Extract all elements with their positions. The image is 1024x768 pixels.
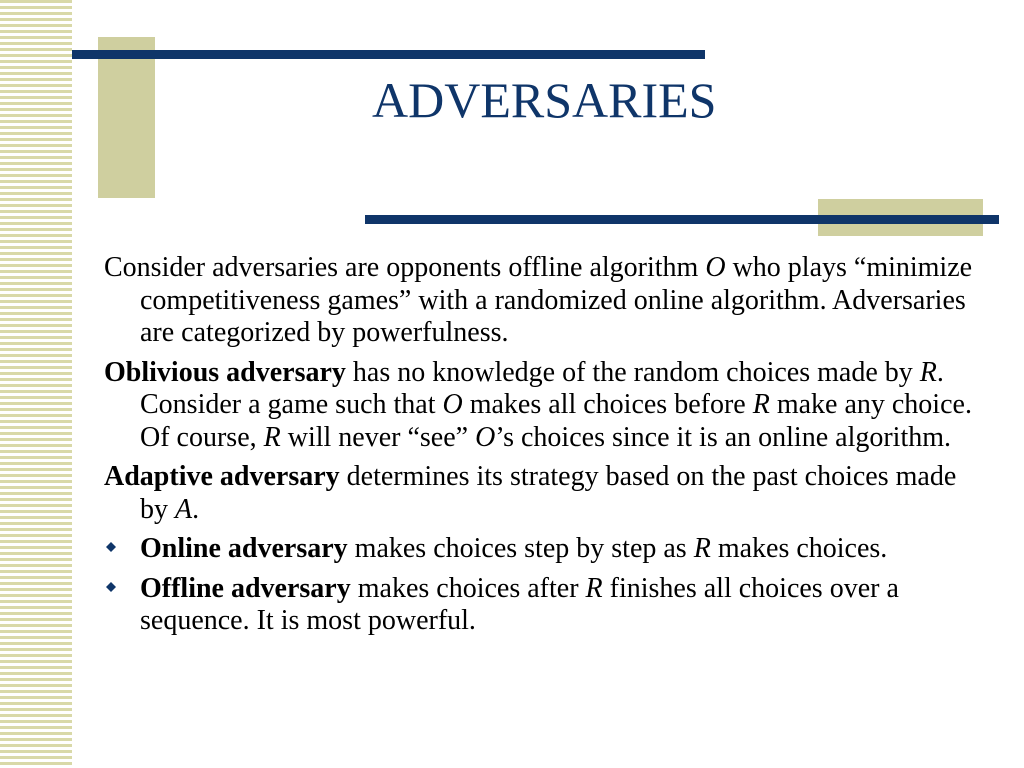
- slide-body: [104, 252, 984, 645]
- diamond-bullet-icon: [106, 582, 116, 592]
- title-rule-bottom: [365, 215, 999, 224]
- bullet-offline-adversary: Offline adversary makes choices after R finishes all choices over a sequence. It is most powerful.: [104, 573, 984, 638]
- term-adaptive-adversary: Adaptive adversary: [104, 461, 340, 492]
- paragraph-oblivious: Oblivious adversary has no knowledge of the random choices made by R. Consider a game such that O makes all choices before R make any choice. Of course, R will never “see” O’s choices since it is an online algorithm.: [104, 356, 972, 453]
- term-oblivious-adversary: Oblivious adversary: [104, 356, 346, 388]
- decorative-block-left: [98, 37, 155, 198]
- title-rule-top: [72, 50, 705, 59]
- diamond-bullet-icon: [106, 542, 116, 552]
- paragraph-adaptive: Adaptive adversary determines its strategy based on the past choices made by A.: [104, 461, 957, 525]
- term-online-adversary: Online adversary: [140, 533, 348, 564]
- paragraph-intro: Consider adversaries are opponents offline algorithm O who plays “minimize competitiveness games” with a randomized online algorithm. Adversaries are categorized by powerfulness.: [104, 252, 973, 348]
- bullet-online-adversary: Online adversary makes choices step by step as R makes choices.: [104, 533, 984, 566]
- slide-title: ADVERSARIES: [372, 72, 717, 128]
- term-offline-adversary: Offline adversary: [140, 572, 351, 604]
- striped-margin: [0, 0, 72, 768]
